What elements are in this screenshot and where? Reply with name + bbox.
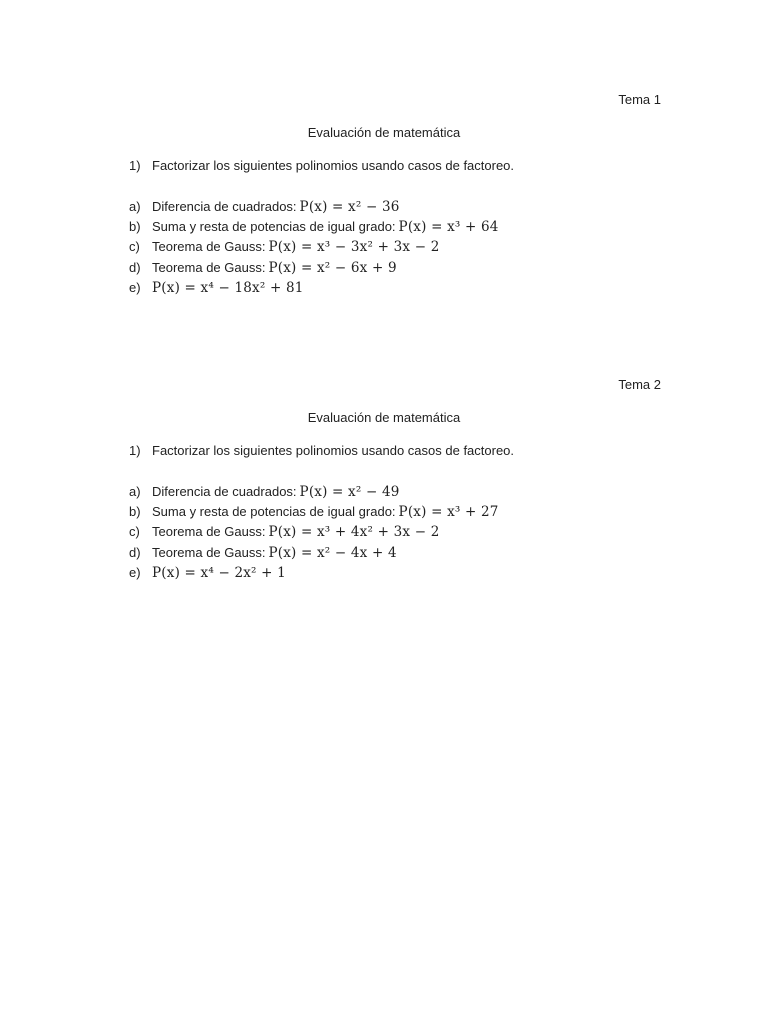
item-expression: P(x) = x³ − 3x² + 3x − 2 bbox=[268, 239, 440, 256]
evaluation-title: Evaluación de matemática bbox=[307, 125, 461, 140]
item-expression: P(x) = x³ + 64 bbox=[398, 219, 499, 236]
list-item bbox=[129, 543, 499, 563]
item-letter: b) bbox=[129, 219, 141, 235]
item-label: Teorema de Gauss: bbox=[152, 544, 266, 560]
list-item bbox=[129, 217, 499, 237]
item-letter: a) bbox=[129, 199, 141, 214]
polynomial-list bbox=[129, 482, 499, 583]
polynomial-list bbox=[129, 197, 499, 298]
question-1 bbox=[129, 158, 514, 174]
evaluation-title: Evaluación de matemática bbox=[307, 410, 461, 425]
item-expression: P(x) = x⁴ − 18x² + 81 bbox=[152, 279, 304, 296]
item-label: Teorema de Gauss: bbox=[152, 259, 266, 275]
list-item bbox=[129, 197, 499, 217]
question-number: 1) bbox=[129, 443, 141, 458]
question-1 bbox=[129, 443, 514, 459]
item-letter: c) bbox=[129, 524, 140, 540]
item-expression: P(x) = x⁴ − 2x² + 1 bbox=[152, 564, 286, 581]
item-expression: P(x) = x² − 4x + 4 bbox=[268, 544, 397, 561]
list-item bbox=[129, 502, 499, 522]
item-letter: c) bbox=[129, 239, 140, 255]
item-label: Diferencia de cuadrados: bbox=[152, 199, 297, 214]
list-item bbox=[129, 278, 499, 298]
item-label: Teorema de Gauss: bbox=[152, 524, 266, 540]
item-expression: P(x) = x² − 49 bbox=[299, 484, 400, 500]
item-label: Diferencia de cuadrados: bbox=[152, 484, 297, 499]
list-item bbox=[129, 258, 499, 278]
item-expression: P(x) = x³ + 4x² + 3x − 2 bbox=[268, 524, 440, 541]
item-expression: P(x) = x³ + 27 bbox=[398, 504, 499, 521]
item-expression: P(x) = x² − 36 bbox=[299, 199, 400, 215]
item-letter: e) bbox=[129, 564, 141, 580]
tema-1-section bbox=[0, 92, 768, 352]
list-item bbox=[129, 237, 499, 257]
item-letter: b) bbox=[129, 504, 141, 520]
question-number: 1) bbox=[129, 158, 141, 173]
list-item bbox=[129, 563, 499, 583]
item-label: Teorema de Gauss: bbox=[152, 239, 266, 255]
item-letter: d) bbox=[129, 544, 141, 560]
item-label: Suma y resta de potencias de igual grado: bbox=[152, 504, 396, 520]
list-item bbox=[129, 482, 499, 502]
tema-label: Tema 1 bbox=[618, 92, 661, 107]
item-expression: P(x) = x² − 6x + 9 bbox=[268, 259, 397, 276]
item-letter: e) bbox=[129, 279, 141, 295]
item-letter: d) bbox=[129, 259, 141, 275]
tema-2-section bbox=[0, 377, 768, 637]
item-label: Suma y resta de potencias de igual grado: bbox=[152, 219, 396, 235]
list-item bbox=[129, 522, 499, 542]
question-text: Factorizar los siguientes polinomios usando casos de factoreo. bbox=[152, 158, 515, 173]
tema-label: Tema 2 bbox=[618, 377, 661, 392]
question-text: Factorizar los siguientes polinomios usando casos de factoreo. bbox=[152, 443, 515, 458]
item-letter: a) bbox=[129, 484, 141, 499]
